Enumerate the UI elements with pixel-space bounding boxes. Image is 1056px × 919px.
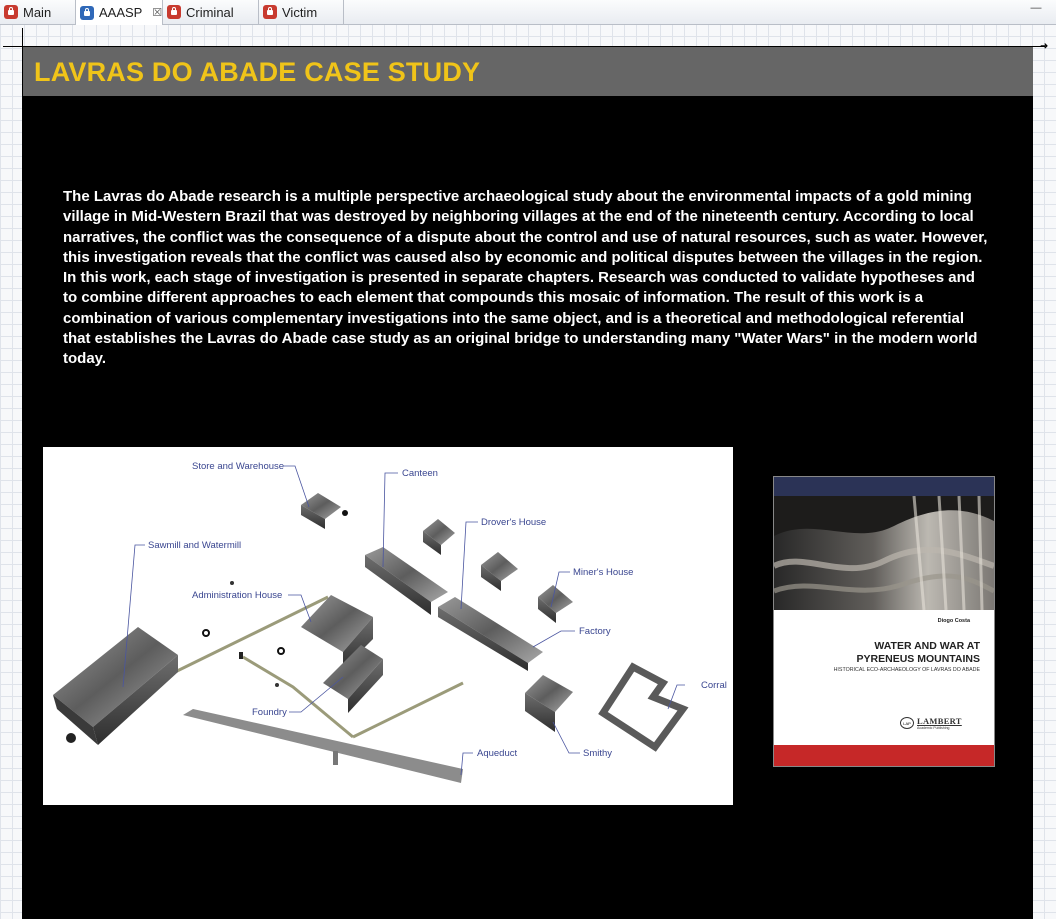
tab-label: Victim (282, 4, 318, 20)
label-miners-house: Miner's House (573, 567, 634, 578)
label-sawmill: Sawmill and Watermill (148, 540, 242, 551)
label-foundry: Foundry (252, 707, 287, 718)
book-subtitle: HISTORICAL ECO-ARCHAEOLOGY OF LAVRAS DO ABADE (833, 667, 980, 673)
publisher-logo (900, 716, 970, 730)
label-store: Store and Warehouse (192, 461, 285, 472)
book-author: Diogo Costa (937, 618, 970, 624)
title-banner (23, 47, 1033, 96)
locked-page-icon (263, 5, 277, 19)
page-canvas (23, 47, 1033, 919)
description-text: The Lavras do Abade research is a multiple perspective archaeological study about the environmental impacts of a gold mining village in Mid-Western Brazil that was destroyed by neighboring villages at the end of the nineteenth century. According to local narratives, the conflict was the consequence of a dispute about the control and use of natural resources, such as water. However, this investigation reveals that the conflict was caused also by economic and political disputes between the villages in the region. In this work, each stage of investigation is presented in separate chapters. Research was conducted to validate hypotheses and to combine different approaches to each element that compounds this mosaic of information. The result of this work is a combination of various complementary investigations into the same object, and is a theoretical and methodological referential that establishes the Lavras do Abade case study as an original bridge to understanding many "Water Wars" in the modern world today. (63, 188, 988, 368)
book-title-line2: PYRENEUS MOUNTAINS (856, 653, 980, 665)
tab-label: Criminal (186, 4, 234, 20)
locked-page-icon (167, 5, 181, 19)
book-bottom-band (774, 745, 994, 766)
label-corral: Corral (701, 680, 727, 691)
site-map-drawing (43, 447, 733, 805)
arrow-right-icon: ➜ (1040, 41, 1049, 52)
book-cover-image (773, 476, 995, 767)
publisher-mark: LAP (900, 717, 914, 729)
locked-page-icon (80, 6, 94, 20)
book-title-line1: WATER AND WAR AT (874, 640, 980, 652)
waterfall-photo (774, 496, 994, 610)
label-administration-house: Administration House (192, 590, 283, 601)
aqueduct-channel (183, 709, 463, 783)
label-factory: Factory (579, 626, 611, 637)
minimize-icon[interactable]: — (1030, 2, 1042, 14)
tab-main[interactable] (0, 0, 76, 24)
site-map-image (43, 447, 733, 805)
tab-label: AAASP (99, 5, 143, 20)
publisher-subtitle: Academic Publishing (917, 726, 950, 730)
book-title (774, 640, 980, 666)
locked-page-icon (4, 5, 18, 19)
tab-aaasp[interactable] (76, 0, 163, 25)
label-drovers-house: Drover's House (481, 517, 547, 528)
label-aqueduct: Aqueduct (477, 748, 518, 759)
label-smithy: Smithy (583, 748, 613, 759)
book-top-band (774, 477, 994, 496)
tab-criminal[interactable] (163, 0, 259, 24)
publisher-name: LAMBERT (917, 716, 962, 726)
close-tab-icon[interactable]: ☒ (152, 7, 163, 19)
page-title: LAVRAS DO ABADE CASE STUDY (34, 57, 481, 87)
label-canteen: Canteen (402, 468, 438, 479)
tab-label: Main (23, 4, 52, 20)
editor-tab-bar (0, 0, 1056, 25)
tab-victim[interactable] (259, 0, 344, 24)
